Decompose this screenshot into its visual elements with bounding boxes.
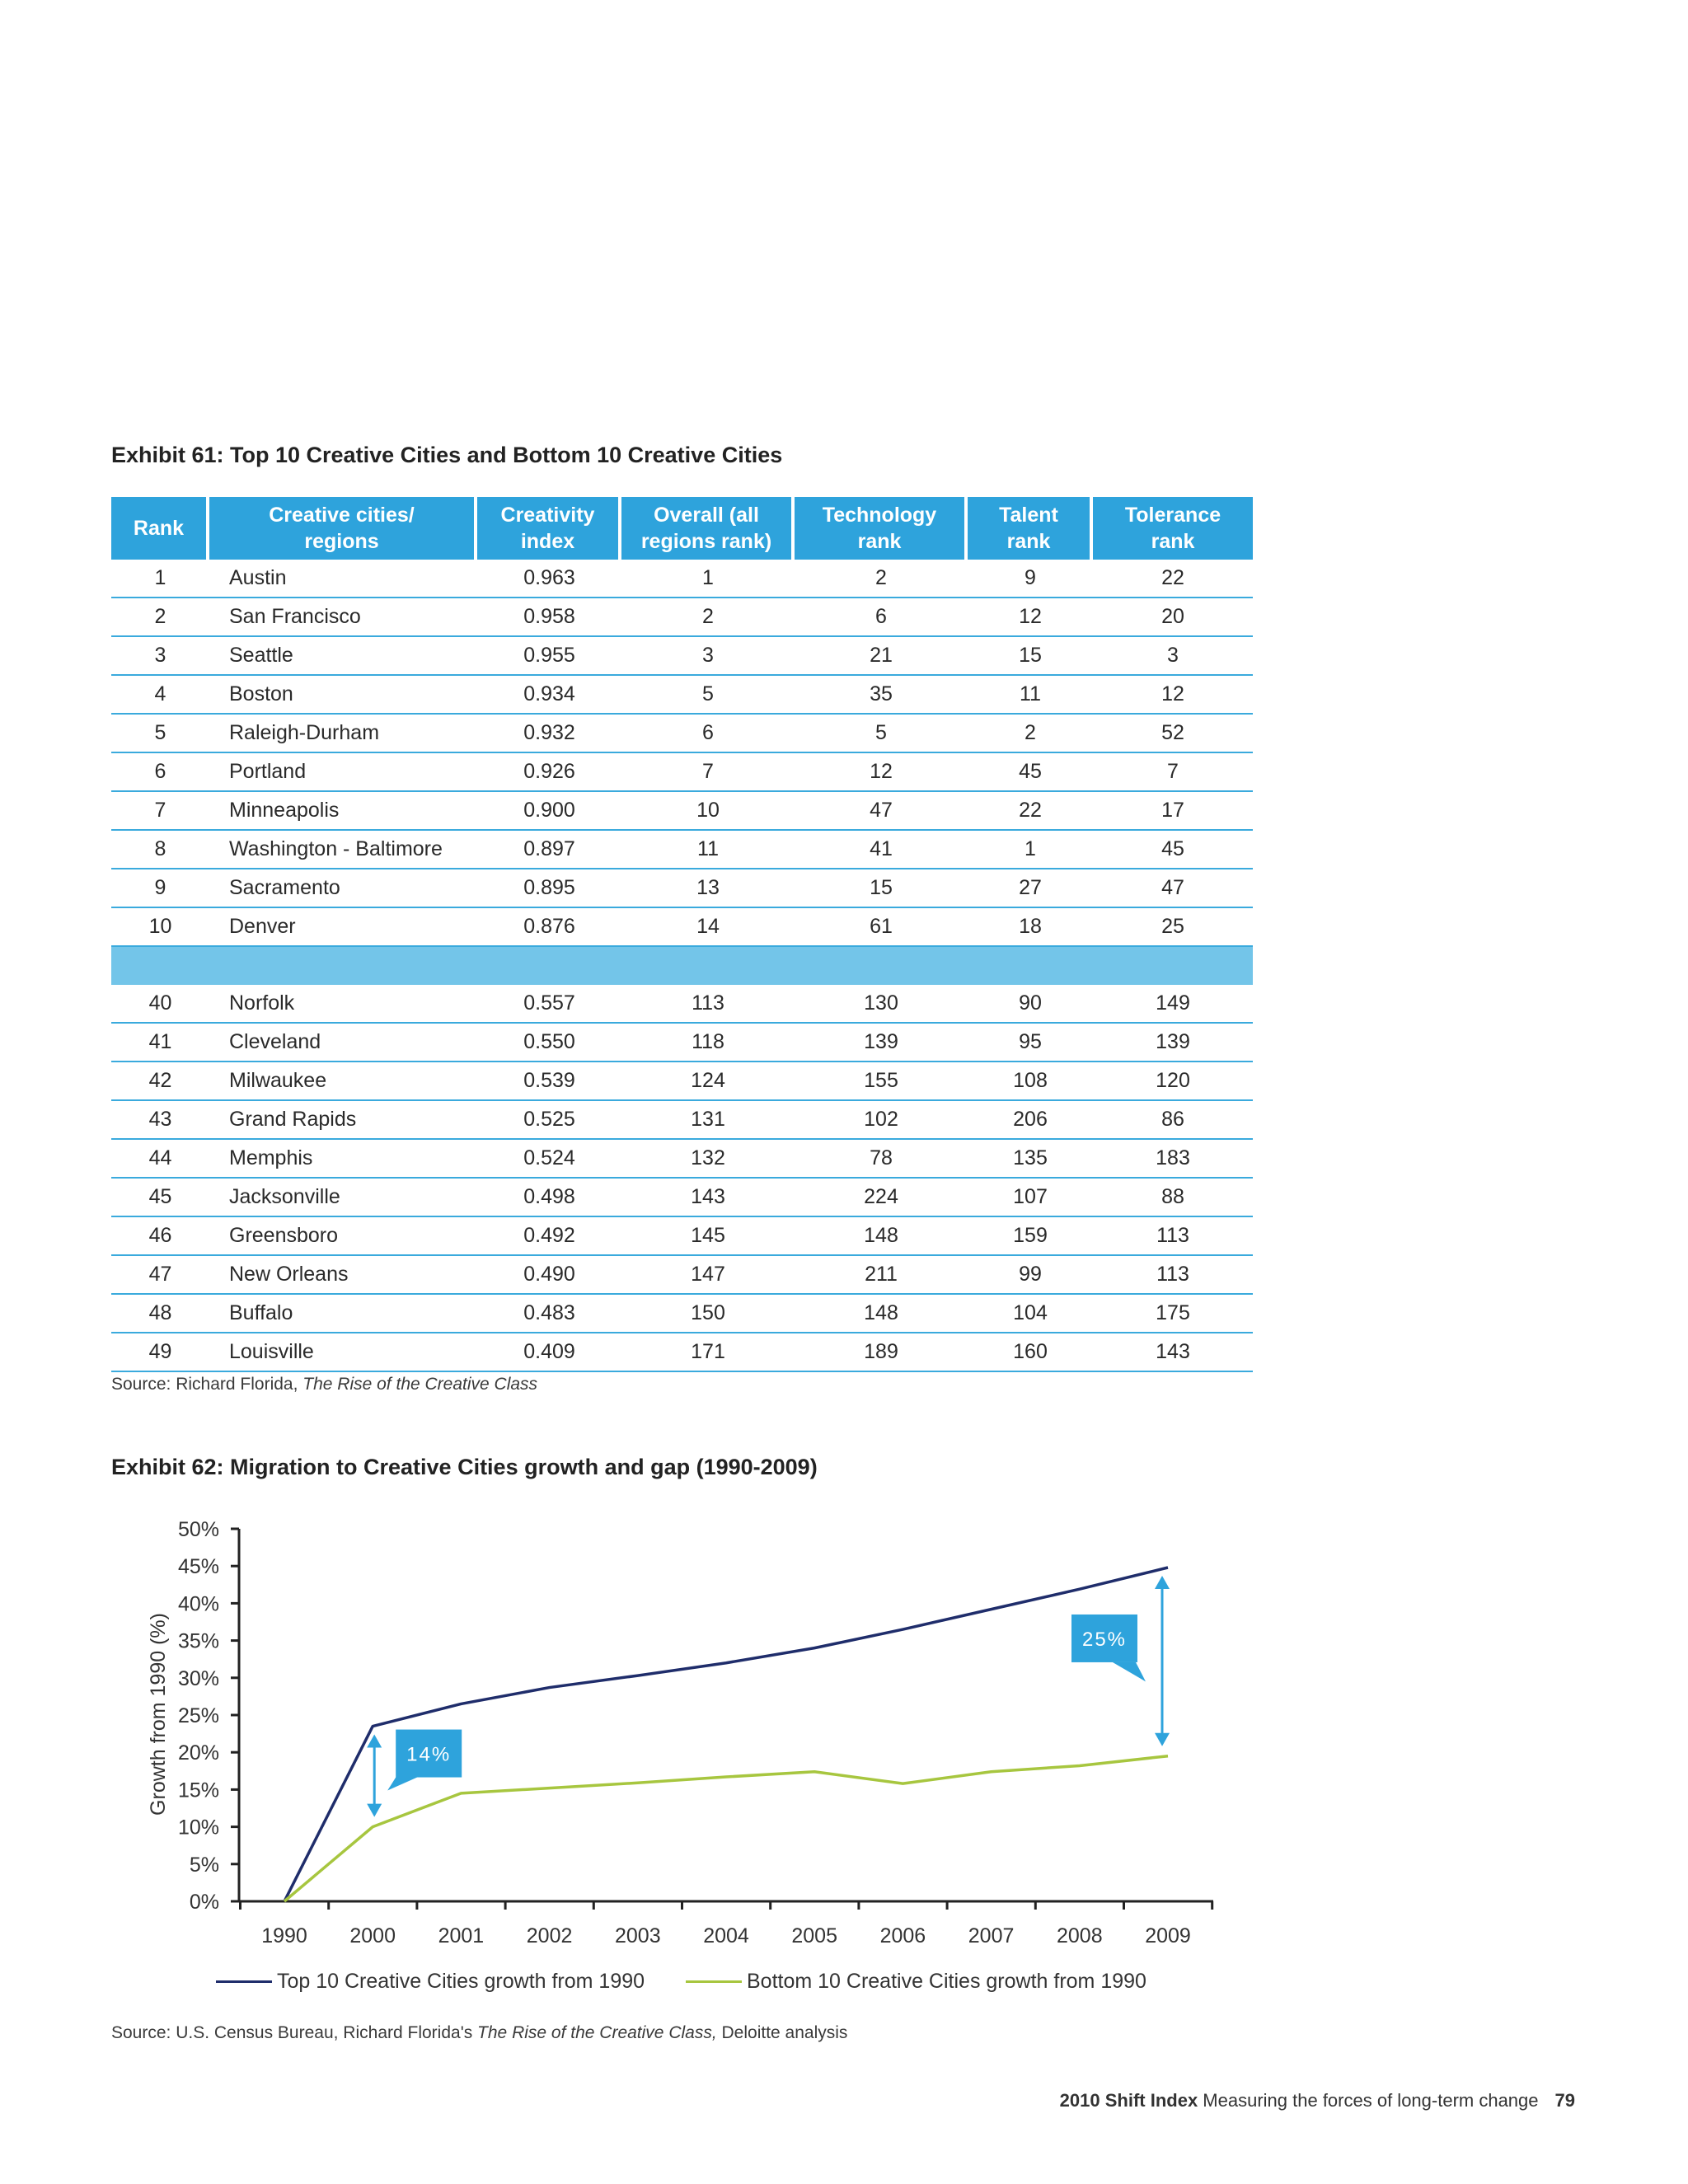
cell-rank: 10	[111, 908, 209, 947]
cell-overall-rank: 11	[621, 831, 795, 869]
x-tick-label: 2007	[968, 1924, 1015, 1947]
cell-overall-rank: 147	[621, 1256, 795, 1295]
cell-rank: 41	[111, 1024, 209, 1062]
cell-creativity-index: 0.492	[477, 1217, 621, 1256]
cell-creativity-index: 0.900	[477, 792, 621, 831]
cell-creativity-index: 0.524	[477, 1140, 621, 1179]
cell-creativity-index: 0.525	[477, 1101, 621, 1140]
cell-creativity-index: 0.498	[477, 1179, 621, 1217]
cell-tolerance-rank: 20	[1093, 598, 1253, 637]
cell-tolerance-rank: 143	[1093, 1333, 1253, 1372]
cell-tolerance-rank: 25	[1093, 908, 1253, 947]
cell-creativity-index: 0.926	[477, 753, 621, 792]
y-tick-label: 50%	[177, 1518, 219, 1541]
cell-technology-rank: 41	[795, 831, 968, 869]
cell-rank: 44	[111, 1140, 209, 1179]
cell-tolerance-rank: 139	[1093, 1024, 1253, 1062]
legend-swatch-top10	[216, 1980, 272, 1983]
cell-tolerance-rank: 3	[1093, 637, 1253, 676]
exhibit-62-source: Source: U.S. Census Bureau, Richard Florida's The Rise of the Creative Class, Deloitte analysis	[111, 2023, 848, 2042]
cell-city: Greensboro	[209, 1217, 477, 1256]
callout-pointer	[387, 1778, 417, 1791]
cell-rank: 2	[111, 598, 209, 637]
cell-tolerance-rank: 17	[1093, 792, 1253, 831]
cell-tolerance-rank: 52	[1093, 715, 1253, 753]
cell-tolerance-rank: 45	[1093, 831, 1253, 869]
cell-overall-rank: 3	[621, 637, 795, 676]
x-tick-label: 2003	[614, 1924, 661, 1947]
cell-rank: 45	[111, 1179, 209, 1217]
cell-talent-rank: 1	[968, 831, 1093, 869]
cell-creativity-index: 0.934	[477, 676, 621, 715]
cell-technology-rank: 78	[795, 1140, 968, 1179]
cell-overall-rank: 143	[621, 1179, 795, 1217]
cell-city: Sacramento	[209, 869, 477, 908]
cell-overall-rank: 171	[621, 1333, 795, 1372]
x-tick-label: 2006	[879, 1924, 926, 1947]
cell-city: San Francisco	[209, 598, 477, 637]
y-tick-label: 45%	[177, 1555, 219, 1579]
cell-city: Memphis	[209, 1140, 477, 1179]
cell-technology-rank: 211	[795, 1256, 968, 1295]
y-tick-label: 10%	[177, 1816, 219, 1840]
header-creativity-index: Creativity index	[477, 497, 621, 560]
cell-overall-rank: 2	[621, 598, 795, 637]
y-tick-label: 30%	[177, 1666, 219, 1690]
cell-city: Austin	[209, 560, 477, 598]
cell-tolerance-rank: 113	[1093, 1217, 1253, 1256]
cell-talent-rank: 15	[968, 637, 1093, 676]
cell-technology-rank: 5	[795, 715, 968, 753]
cell-city: Raleigh-Durham	[209, 715, 477, 753]
cell-rank: 3	[111, 637, 209, 676]
cell-tolerance-rank: 47	[1093, 869, 1253, 908]
x-tick-label: 2005	[791, 1924, 838, 1947]
cell-talent-rank: 2	[968, 715, 1093, 753]
cell-technology-rank: 15	[795, 869, 968, 908]
cell-overall-rank: 118	[621, 1024, 795, 1062]
cell-overall-rank: 145	[621, 1217, 795, 1256]
x-tick-label: 2001	[438, 1924, 485, 1947]
cell-technology-rank: 189	[795, 1333, 968, 1372]
cell-creativity-index: 0.932	[477, 715, 621, 753]
cell-overall-rank: 124	[621, 1062, 795, 1101]
header-technology-rank: Technology rank	[795, 497, 968, 560]
cell-overall-rank: 6	[621, 715, 795, 753]
y-tick-label: 15%	[177, 1779, 219, 1802]
cell-overall-rank: 7	[621, 753, 795, 792]
cell-city: Jacksonville	[209, 1179, 477, 1217]
page-footer	[1060, 2090, 1575, 2111]
cell-creativity-index: 0.897	[477, 831, 621, 869]
header-city: Creative cities/ regions	[209, 497, 477, 560]
cell-city: Buffalo	[209, 1295, 477, 1333]
cell-creativity-index: 0.876	[477, 908, 621, 947]
cell-tolerance-rank: 149	[1093, 985, 1253, 1024]
cell-talent-rank: 95	[968, 1024, 1093, 1062]
cell-rank: 47	[111, 1256, 209, 1295]
cell-creativity-index: 0.483	[477, 1295, 621, 1333]
cell-city: Milwaukee	[209, 1062, 477, 1101]
cell-talent-rank: 11	[968, 676, 1093, 715]
cell-talent-rank: 99	[968, 1256, 1093, 1295]
y-tick-label: 5%	[189, 1853, 219, 1877]
cell-rank: 40	[111, 985, 209, 1024]
cell-creativity-index: 0.958	[477, 598, 621, 637]
callout-label: 25%	[1081, 1628, 1128, 1651]
cell-technology-rank: 148	[795, 1295, 968, 1333]
cell-talent-rank: 18	[968, 908, 1093, 947]
cell-talent-rank: 12	[968, 598, 1093, 637]
cell-rank: 46	[111, 1217, 209, 1256]
cell-tolerance-rank: 7	[1093, 753, 1253, 792]
cell-talent-rank: 27	[968, 869, 1093, 908]
cell-technology-rank: 130	[795, 985, 968, 1024]
cell-technology-rank: 61	[795, 908, 968, 947]
cell-rank: 49	[111, 1333, 209, 1372]
y-tick-label: 0%	[189, 1891, 219, 1914]
cell-rank: 48	[111, 1295, 209, 1333]
cell-technology-rank: 148	[795, 1217, 968, 1256]
x-tick-label: 2009	[1145, 1924, 1191, 1947]
cell-talent-rank: 108	[968, 1062, 1093, 1101]
x-tick-label: 1990	[261, 1924, 307, 1947]
cell-talent-rank: 135	[968, 1140, 1093, 1179]
gap-arrow-head-up	[1155, 1576, 1170, 1589]
exhibit-61-title: Exhibit 61: Top 10 Creative Cities and Bottom 10 Creative Cities	[111, 443, 783, 467]
cell-overall-rank: 13	[621, 869, 795, 908]
x-tick-label: 2004	[703, 1924, 749, 1947]
cell-rank: 5	[111, 715, 209, 753]
cell-city: Louisville	[209, 1333, 477, 1372]
y-tick-label: 25%	[177, 1704, 219, 1727]
cell-talent-rank: 160	[968, 1333, 1093, 1372]
cell-city: Washington - Baltimore	[209, 831, 477, 869]
y-tick-label: 20%	[177, 1741, 219, 1765]
cell-overall-rank: 14	[621, 908, 795, 947]
cell-creativity-index: 0.963	[477, 560, 621, 598]
cell-rank: 42	[111, 1062, 209, 1101]
cell-technology-rank: 224	[795, 1179, 968, 1217]
cell-creativity-index: 0.490	[477, 1256, 621, 1295]
cell-rank: 8	[111, 831, 209, 869]
cell-talent-rank: 45	[968, 753, 1093, 792]
cell-city: Boston	[209, 676, 477, 715]
header-rank: Rank	[111, 497, 209, 560]
cell-technology-rank: 139	[795, 1024, 968, 1062]
footer-tagline: Measuring the forces of long-term change	[1198, 2090, 1539, 2111]
cell-city: New Orleans	[209, 1256, 477, 1295]
y-axis-label: Growth from 1990 (%)	[147, 1613, 170, 1816]
cell-tolerance-rank: 120	[1093, 1062, 1253, 1101]
legend-label-top10: Top 10 Creative Cities growth from 1990	[277, 1970, 645, 1993]
cell-talent-rank: 159	[968, 1217, 1093, 1256]
cell-overall-rank: 131	[621, 1101, 795, 1140]
cell-talent-rank: 107	[968, 1179, 1093, 1217]
cell-overall-rank: 113	[621, 985, 795, 1024]
cell-tolerance-rank: 88	[1093, 1179, 1253, 1217]
cell-technology-rank: 6	[795, 598, 968, 637]
exhibit-61-source: Source: Richard Florida, The Rise of the Creative Class	[111, 1375, 538, 1394]
cell-tolerance-rank: 22	[1093, 560, 1253, 598]
header-overall-rank: Overall (all regions rank)	[621, 497, 795, 560]
header-tolerance-rank: Tolerance rank	[1093, 497, 1253, 560]
x-tick-label: 2008	[1056, 1924, 1103, 1947]
cell-talent-rank: 22	[968, 792, 1093, 831]
cell-overall-rank: 132	[621, 1140, 795, 1179]
cell-rank: 43	[111, 1101, 209, 1140]
cell-rank: 4	[111, 676, 209, 715]
cell-technology-rank: 35	[795, 676, 968, 715]
gap-arrow-head-down	[367, 1804, 382, 1817]
cell-tolerance-rank: 183	[1093, 1140, 1253, 1179]
legend-label-bottom10: Bottom 10 Creative Cities growth from 1990	[747, 1970, 1146, 1993]
cell-talent-rank: 90	[968, 985, 1093, 1024]
cell-rank: 7	[111, 792, 209, 831]
cell-creativity-index: 0.557	[477, 985, 621, 1024]
cell-city: Denver	[209, 908, 477, 947]
cell-technology-rank: 12	[795, 753, 968, 792]
cell-technology-rank: 102	[795, 1101, 968, 1140]
cell-talent-rank: 104	[968, 1295, 1093, 1333]
cell-city: Seattle	[209, 637, 477, 676]
cell-tolerance-rank: 113	[1093, 1256, 1253, 1295]
cell-overall-rank: 1	[621, 560, 795, 598]
cell-talent-rank: 9	[968, 560, 1093, 598]
gap-arrow-head-down	[1155, 1733, 1170, 1746]
cell-rank: 9	[111, 869, 209, 908]
cell-overall-rank: 150	[621, 1295, 795, 1333]
footer-brand: 2010 Shift Index	[1059, 2090, 1198, 2111]
cell-tolerance-rank: 175	[1093, 1295, 1253, 1333]
x-tick-label: 2002	[526, 1924, 573, 1947]
y-tick-label: 35%	[177, 1629, 219, 1653]
cell-creativity-index: 0.539	[477, 1062, 621, 1101]
cell-creativity-index: 0.955	[477, 637, 621, 676]
page-number: 79	[1554, 2090, 1575, 2111]
cell-city: Norfolk	[209, 985, 477, 1024]
cell-tolerance-rank: 12	[1093, 676, 1253, 715]
header-talent-rank: Talent rank	[968, 497, 1093, 560]
legend-item-bottom10	[686, 1970, 1146, 1994]
cell-city: Grand Rapids	[209, 1101, 477, 1140]
cell-creativity-index: 0.409	[477, 1333, 621, 1372]
callout-label: 14%	[406, 1743, 452, 1766]
cell-talent-rank: 206	[968, 1101, 1093, 1140]
cell-city: Portland	[209, 753, 477, 792]
cell-technology-rank: 47	[795, 792, 968, 831]
cell-rank: 6	[111, 753, 209, 792]
cell-city: Minneapolis	[209, 792, 477, 831]
cell-overall-rank: 10	[621, 792, 795, 831]
cell-technology-rank: 2	[795, 560, 968, 598]
cell-tolerance-rank: 86	[1093, 1101, 1253, 1140]
cell-technology-rank: 21	[795, 637, 968, 676]
legend-item-top10	[216, 1970, 645, 1994]
callout-pointer	[1113, 1662, 1146, 1681]
x-tick-label: 2000	[349, 1924, 396, 1947]
cell-overall-rank: 5	[621, 676, 795, 715]
cell-rank: 1	[111, 560, 209, 598]
cell-city: Cleveland	[209, 1024, 477, 1062]
cell-creativity-index: 0.550	[477, 1024, 621, 1062]
y-tick-label: 40%	[177, 1592, 219, 1616]
cell-technology-rank: 155	[795, 1062, 968, 1101]
cell-creativity-index: 0.895	[477, 869, 621, 908]
legend-swatch-bottom10	[686, 1980, 742, 1983]
exhibit-62-title: Exhibit 62: Migration to Creative Cities growth and gap (1990-2009)	[111, 1455, 818, 1479]
series-line-bottom10	[284, 1756, 1168, 1901]
